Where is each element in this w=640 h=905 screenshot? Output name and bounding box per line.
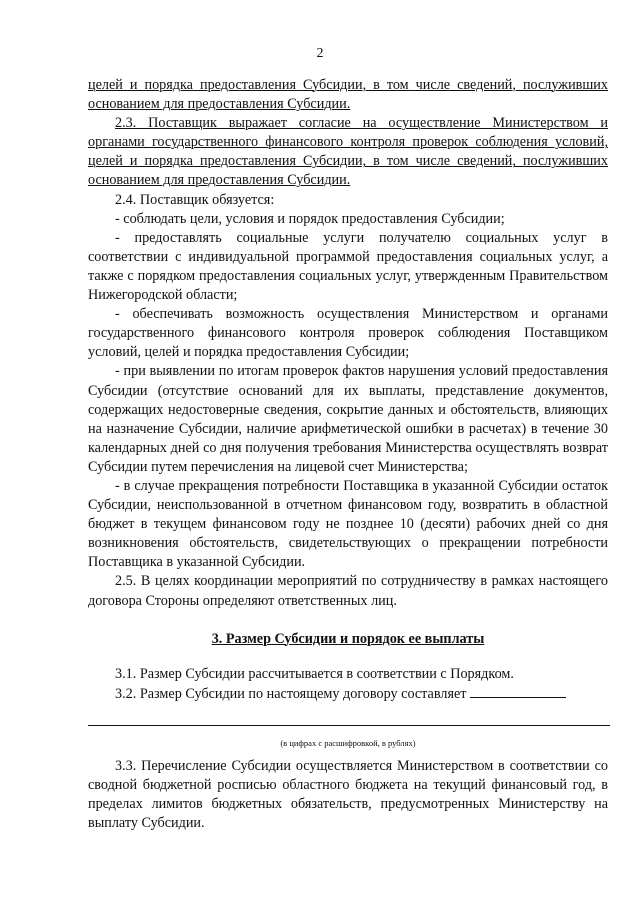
page-number: 2 (316, 46, 324, 61)
paragraph-continuation: целей и порядка предоставления Субсидии, в том числе сведений, послуживших основанием для предоставления Субсидии. (88, 77, 608, 113)
paragraph-3-2-text: 3.2. Размер Субсидии по настоящему договору составляет (115, 685, 467, 702)
obligation-item: - предоставлять социальные услуги получателю социальных услуг в соответствии с индивидуальной программой предоставления социальных услуг, а также с порядком предоставления социальных услуг, утвержденным Правительством Нижегородской области; (88, 229, 608, 304)
paragraph-3-2 (88, 684, 608, 704)
amount-caption: (в цифрах с расшифровкой, в рублях) (280, 737, 416, 748)
obligation-item: - при выявлении по итогам проверок фактов нарушения условий предоставления Субсидии (отсутствие оснований для их выплаты, представление документов, содержащих недостоверные сведения, сокрытие данных и обстоятельств, влияющих на назначение Субсидии, наличие арифметической ошибки в расчетах) в течение 30 календарных дней со дня получения требования Министерства осуществлять возврат Субсидии путем перечисления на лицевой счет Министерства; (88, 363, 608, 475)
paragraph-3-1: 3.1. Размер Субсидии рассчитывается в соответствии с Порядком. (115, 665, 514, 682)
amount-blank-line (470, 684, 566, 698)
paragraph-2-3: 2.3. Поставщик выражает согласие на осуществление Министерством и органами государственного финансового контроля проверок соблюдения условий, целей и порядка предоставления Субсидии, в том числе сведений, послуживших основанием для предоставления Субсидии. (88, 115, 608, 189)
paragraph-3-3: 3.3. Перечисление Субсидии осуществляется Министерством в соответствии со сводной бюджетной росписью областного бюджета на текущий финансовый год, в пределах лимитов бюджетных обязательств, предусмотренных Министерству на выплату Субсидии. (88, 757, 608, 832)
amount-full-line (88, 724, 610, 726)
document-body (88, 76, 608, 833)
paragraph-2-5: 2.5. В целях координации мероприятий по сотрудничеству в рамках настоящего договора Стороны определяют ответственных лиц. (88, 573, 608, 609)
obligation-item: - соблюдать цели, условия и порядок предоставления Субсидии; (115, 210, 505, 227)
obligation-item: - в случае прекращения потребности Поставщика в указанной Субсидии остаток Субсидии, неиспользованной в отчетном финансовом году, возвратить в областной бюджет в текущем финансовом году не позднее 10 (десяти) рабочих дней со дня возникновения обстоятельств, свидетельствующих о прекращении потребности Поставщика в указанной Субсидии. (88, 477, 608, 571)
paragraph-2-4: 2.4. Поставщик обязуется: (115, 191, 275, 208)
section-3-heading: 3. Размер Субсидии и порядок ее выплаты (211, 630, 485, 647)
obligation-item: - обеспечивать возможность осуществления Министерством и органами государственного финансового контроля проверок соблюдения Поставщиком условий, целей и порядка предоставления Субсидии; (88, 306, 608, 361)
